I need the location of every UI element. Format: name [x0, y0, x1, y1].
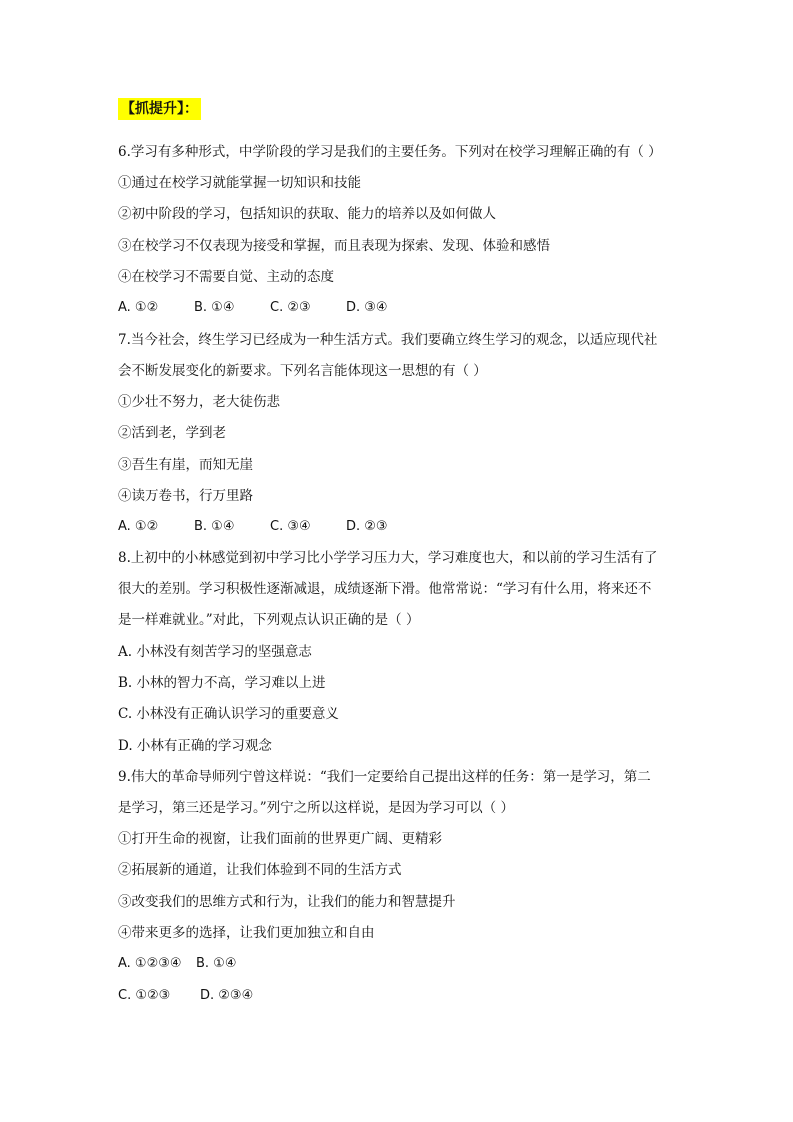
question-9-options-line-2: [118, 986, 253, 1006]
question-6-option-d: D. ③④: [346, 300, 388, 315]
question-7-item-4: ④读万卷书，行万里路: [118, 488, 253, 504]
question-7-option-a: A. ①②: [118, 519, 159, 534]
question-7-item-1: ①少壮不努力，老大徒伤悲: [118, 394, 280, 410]
question-9-item-3: ③改变我们的思维方式和行为，让我们的能力和智慧提升: [118, 894, 456, 910]
question-9-option-a: A. ①②③④: [118, 956, 182, 971]
question-8-option-a: A. 小林没有刻苦学习的坚强意志: [118, 644, 312, 660]
question-8-stem-line-1: 8.上初中的小林感觉到初中学习比小学学习压力大，学习难度也大，和以前的学习生活有了: [118, 550, 658, 566]
question-6-item-4: ④在校学习不需要自觉、主动的态度: [118, 269, 334, 285]
question-9-item-4: ④带来更多的选择，让我们更加独立和自由: [118, 925, 375, 941]
question-6-options: [118, 298, 388, 318]
question-9-option-c: C. ①②③: [118, 988, 171, 1003]
question-6-item-1: ①通过在校学习就能掌握一切知识和技能: [118, 175, 361, 191]
question-8-option-d: D. 小林有正确的学习观念: [118, 738, 272, 754]
question-6-option-c: C. ②③: [270, 300, 311, 315]
question-6-item-3: ③在校学习不仅表现为接受和掌握，而且表现为探索、发现、体验和感悟: [118, 238, 550, 254]
question-7-item-2: ②活到老，学到老: [118, 425, 226, 441]
question-8-stem-line-3: 是一样难就业。”对此，下列观点认识正确的是（ ）: [118, 612, 420, 628]
question-7-stem-line-2: 会不断发展变化的新要求。下列名言能体现这一思想的有（ ）: [118, 363, 487, 379]
section-heading: 【抓提升】：: [118, 98, 201, 120]
question-9-item-2: ②拓展新的通道，让我们体验到不同的生活方式: [118, 862, 402, 878]
question-6-stem: 6.学习有多种形式，中学阶段的学习是我们的主要任务。下列对在校学习理解正确的有（ ）: [118, 144, 662, 160]
question-8-option-b: B. 小林的智力不高，学习难以上进: [118, 675, 326, 691]
question-7-item-3: ③吾生有崖，而知无崖: [118, 457, 253, 473]
question-7-option-d: D. ②③: [346, 519, 388, 534]
question-6-option-b: B. ①④: [194, 300, 235, 315]
question-6-item-2: ②初中阶段的学习，包括知识的获取、能力的培养以及如何做人: [118, 206, 496, 222]
question-7-option-c: C. ③④: [270, 519, 311, 534]
question-7-stem-line-1: 7.当今社会，终生学习已经成为一种生活方式。我们要确立终生学习的观念，以适应现代社: [118, 332, 658, 348]
question-9-stem-line-2: 是学习，第三还是学习。”列宁之所以这样说，是因为学习可以（ ）: [118, 800, 514, 816]
question-7-option-b: B. ①④: [194, 519, 235, 534]
question-9-option-d: D. ②③④: [200, 988, 254, 1003]
question-9-options-line-1: [118, 954, 237, 974]
question-6-option-a: A. ①②: [118, 300, 159, 315]
question-8-stem-line-2: 很大的差别。学习积极性逐渐减退，成绩逐渐下滑。他常常说：“学习有什么用，将来还不: [118, 581, 652, 597]
question-9-option-b: B. ①④: [196, 956, 237, 971]
question-9-stem-line-1: 9.伟大的革命导师列宁曾这样说：“我们一定要给自己提出这样的任务：第一是学习，第二: [118, 769, 651, 785]
question-7-options: [118, 517, 388, 537]
question-9-item-1: ①打开生命的视窗，让我们面前的世界更广阔、更精彩: [118, 831, 442, 847]
question-8-option-c: C. 小林没有正确认识学习的重要意义: [118, 706, 339, 722]
